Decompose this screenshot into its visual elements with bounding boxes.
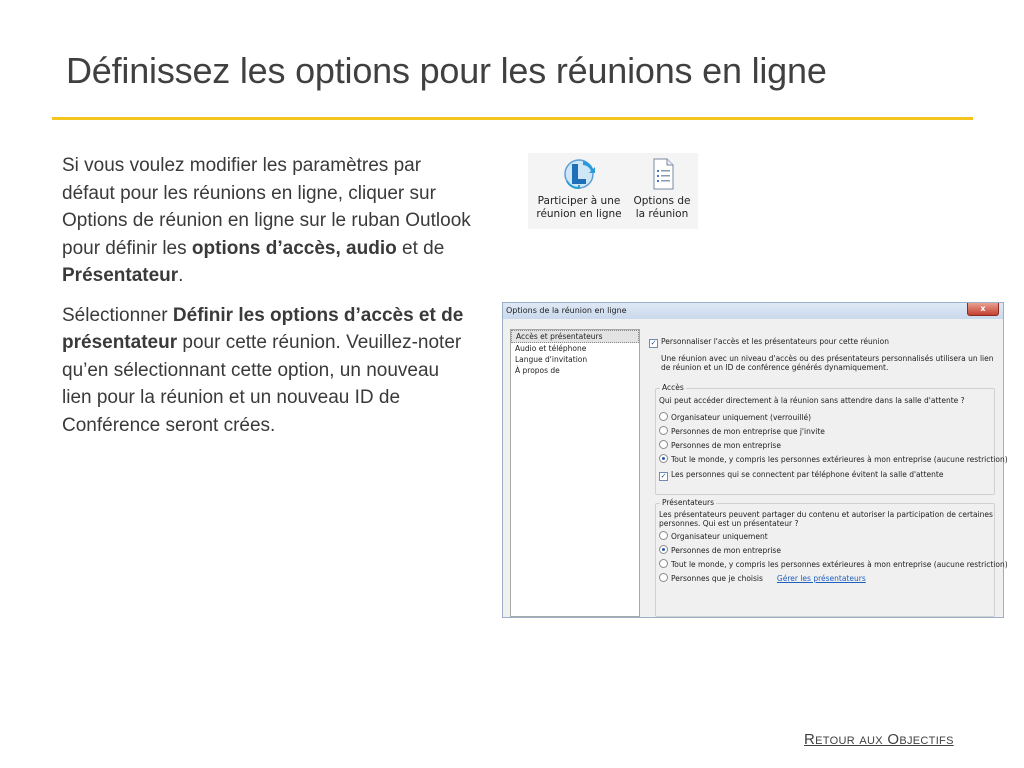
presenters-legend: Présentateurs: [662, 498, 715, 507]
outlook-ribbon-group: [528, 153, 698, 229]
title-underline: [52, 117, 973, 120]
radio-icon[interactable]: [659, 531, 668, 540]
back-to-objectives-link[interactable]: Retour aux Objectifs: [804, 731, 954, 748]
nav-item-invitation-language[interactable]: Langue d'invitation: [515, 355, 588, 364]
presenter-option-label: Personnes que je choisis: [671, 574, 763, 583]
paragraph-1-bold-2: Présentateur: [62, 265, 179, 286]
body-text: [62, 152, 472, 451]
paragraph-1-text-2: et de: [396, 237, 445, 259]
presenter-option-1[interactable]: [659, 531, 768, 541]
radio-selected-icon[interactable]: [659, 545, 668, 554]
presenter-option-label: Personnes de mon entreprise: [671, 546, 781, 555]
dialog-title: Options de la réunion en ligne: [506, 306, 627, 315]
radio-icon[interactable]: [659, 426, 668, 435]
customize-row[interactable]: [649, 337, 889, 348]
paragraph-1: [62, 152, 472, 290]
radio-icon[interactable]: [659, 559, 668, 568]
close-button[interactable]: x: [967, 303, 999, 316]
nav-item-access-presenters[interactable]: Accès et présentateurs: [511, 330, 639, 343]
radio-icon[interactable]: [659, 412, 668, 421]
presenter-option-3[interactable]: [659, 559, 1008, 569]
join-label-line-1: Participer à une: [537, 195, 621, 207]
options-label-line-1: Options de: [633, 195, 691, 207]
phone-bypass-checkbox[interactable]: ✓: [660, 472, 667, 480]
paragraph-2-text: Sélectionner: [62, 304, 173, 326]
meeting-options-dialog: [502, 302, 1008, 618]
presenter-option-2[interactable]: [659, 545, 781, 555]
presenter-option-label: Tout le monde, y compris les personnes extérieures à mon entreprise (aucune restriction): [671, 560, 1008, 569]
phone-bypass-label: Les personnes qui se connectent par téléphone évitent la salle d'attente: [671, 470, 944, 479]
access-option-label: Personnes de mon entreprise que j'invite: [671, 427, 825, 436]
dialog-titlebar: [503, 303, 1003, 319]
access-option-2[interactable]: [659, 426, 825, 436]
access-option-1[interactable]: [659, 412, 811, 422]
paragraph-2-text-2: pour cette réunion. Veuillez-noter qu’en sélectionnant cette option, un nouveau lien pour la réunion et un nouveau ID de Conférence seront crées.: [62, 332, 462, 436]
customize-description-2: de réunion et un ID de conférence générés dynamiquement.: [661, 363, 889, 372]
options-label-line-2: la réunion: [635, 208, 689, 220]
phone-bypass-row[interactable]: [659, 470, 943, 481]
lync-join-icon: [561, 157, 597, 191]
customize-label: Personnaliser l'accès et les présentateurs pour cette réunion: [661, 337, 889, 346]
access-legend: Accès: [662, 383, 684, 392]
radio-icon[interactable]: [659, 573, 668, 582]
presenters-description-1: Les présentateurs peuvent partager du contenu et autoriser la participation de certaines: [659, 510, 993, 519]
slide-title: Définissez les options pour les réunions en ligne: [66, 50, 827, 91]
customize-checkbox[interactable]: ✓: [650, 339, 657, 347]
nav-item-audio-phone[interactable]: Audio et téléphone: [515, 344, 587, 353]
customize-description-1: Une réunion avec un niveau d'accès ou des présentateurs personnalisés utilisera un lien: [661, 354, 994, 363]
meeting-options-button[interactable]: [628, 153, 696, 221]
nav-item-about[interactable]: À propos de: [515, 366, 560, 375]
presenter-option-label: Organisateur uniquement: [671, 532, 768, 541]
options-nav-list: [510, 329, 640, 617]
presenter-option-4[interactable]: [659, 573, 866, 583]
options-pane: [649, 335, 1008, 613]
access-option-3[interactable]: [659, 440, 781, 450]
presenters-description-2: personnes. Qui est un présentateur ?: [659, 519, 799, 528]
paragraph-1-text-3: .: [178, 265, 184, 286]
document-options-icon: [644, 157, 680, 191]
access-option-4[interactable]: [659, 454, 1008, 464]
access-option-label: Tout le monde, y compris les personnes extérieures à mon entreprise (aucune restriction): [671, 455, 1008, 464]
paragraph-2-bold: Définir les options d’accès et de présentateur: [62, 304, 464, 353]
paragraph-1-text: Si vous voulez modifier les paramètres par défaut pour les réunions en ligne, cliquer sur Options de réunion en ligne sur le ruban Outlook pour définir les: [62, 155, 471, 259]
radio-icon[interactable]: [659, 440, 668, 449]
paragraph-2: [62, 302, 472, 440]
manage-presenters-link[interactable]: Gérer les présentateurs: [776, 574, 866, 583]
radio-selected-icon[interactable]: [659, 454, 668, 463]
access-option-label: Personnes de mon entreprise: [671, 441, 781, 450]
join-label-line-2: réunion en ligne: [536, 208, 622, 220]
access-option-label: Organisateur uniquement (verrouillé): [671, 413, 812, 422]
paragraph-1-bold-1: options d’accès, audio: [191, 237, 397, 259]
join-online-meeting-button[interactable]: [530, 153, 628, 221]
access-question: Qui peut accéder directement à la réunion sans attendre dans la salle d'attente ?: [659, 396, 965, 405]
